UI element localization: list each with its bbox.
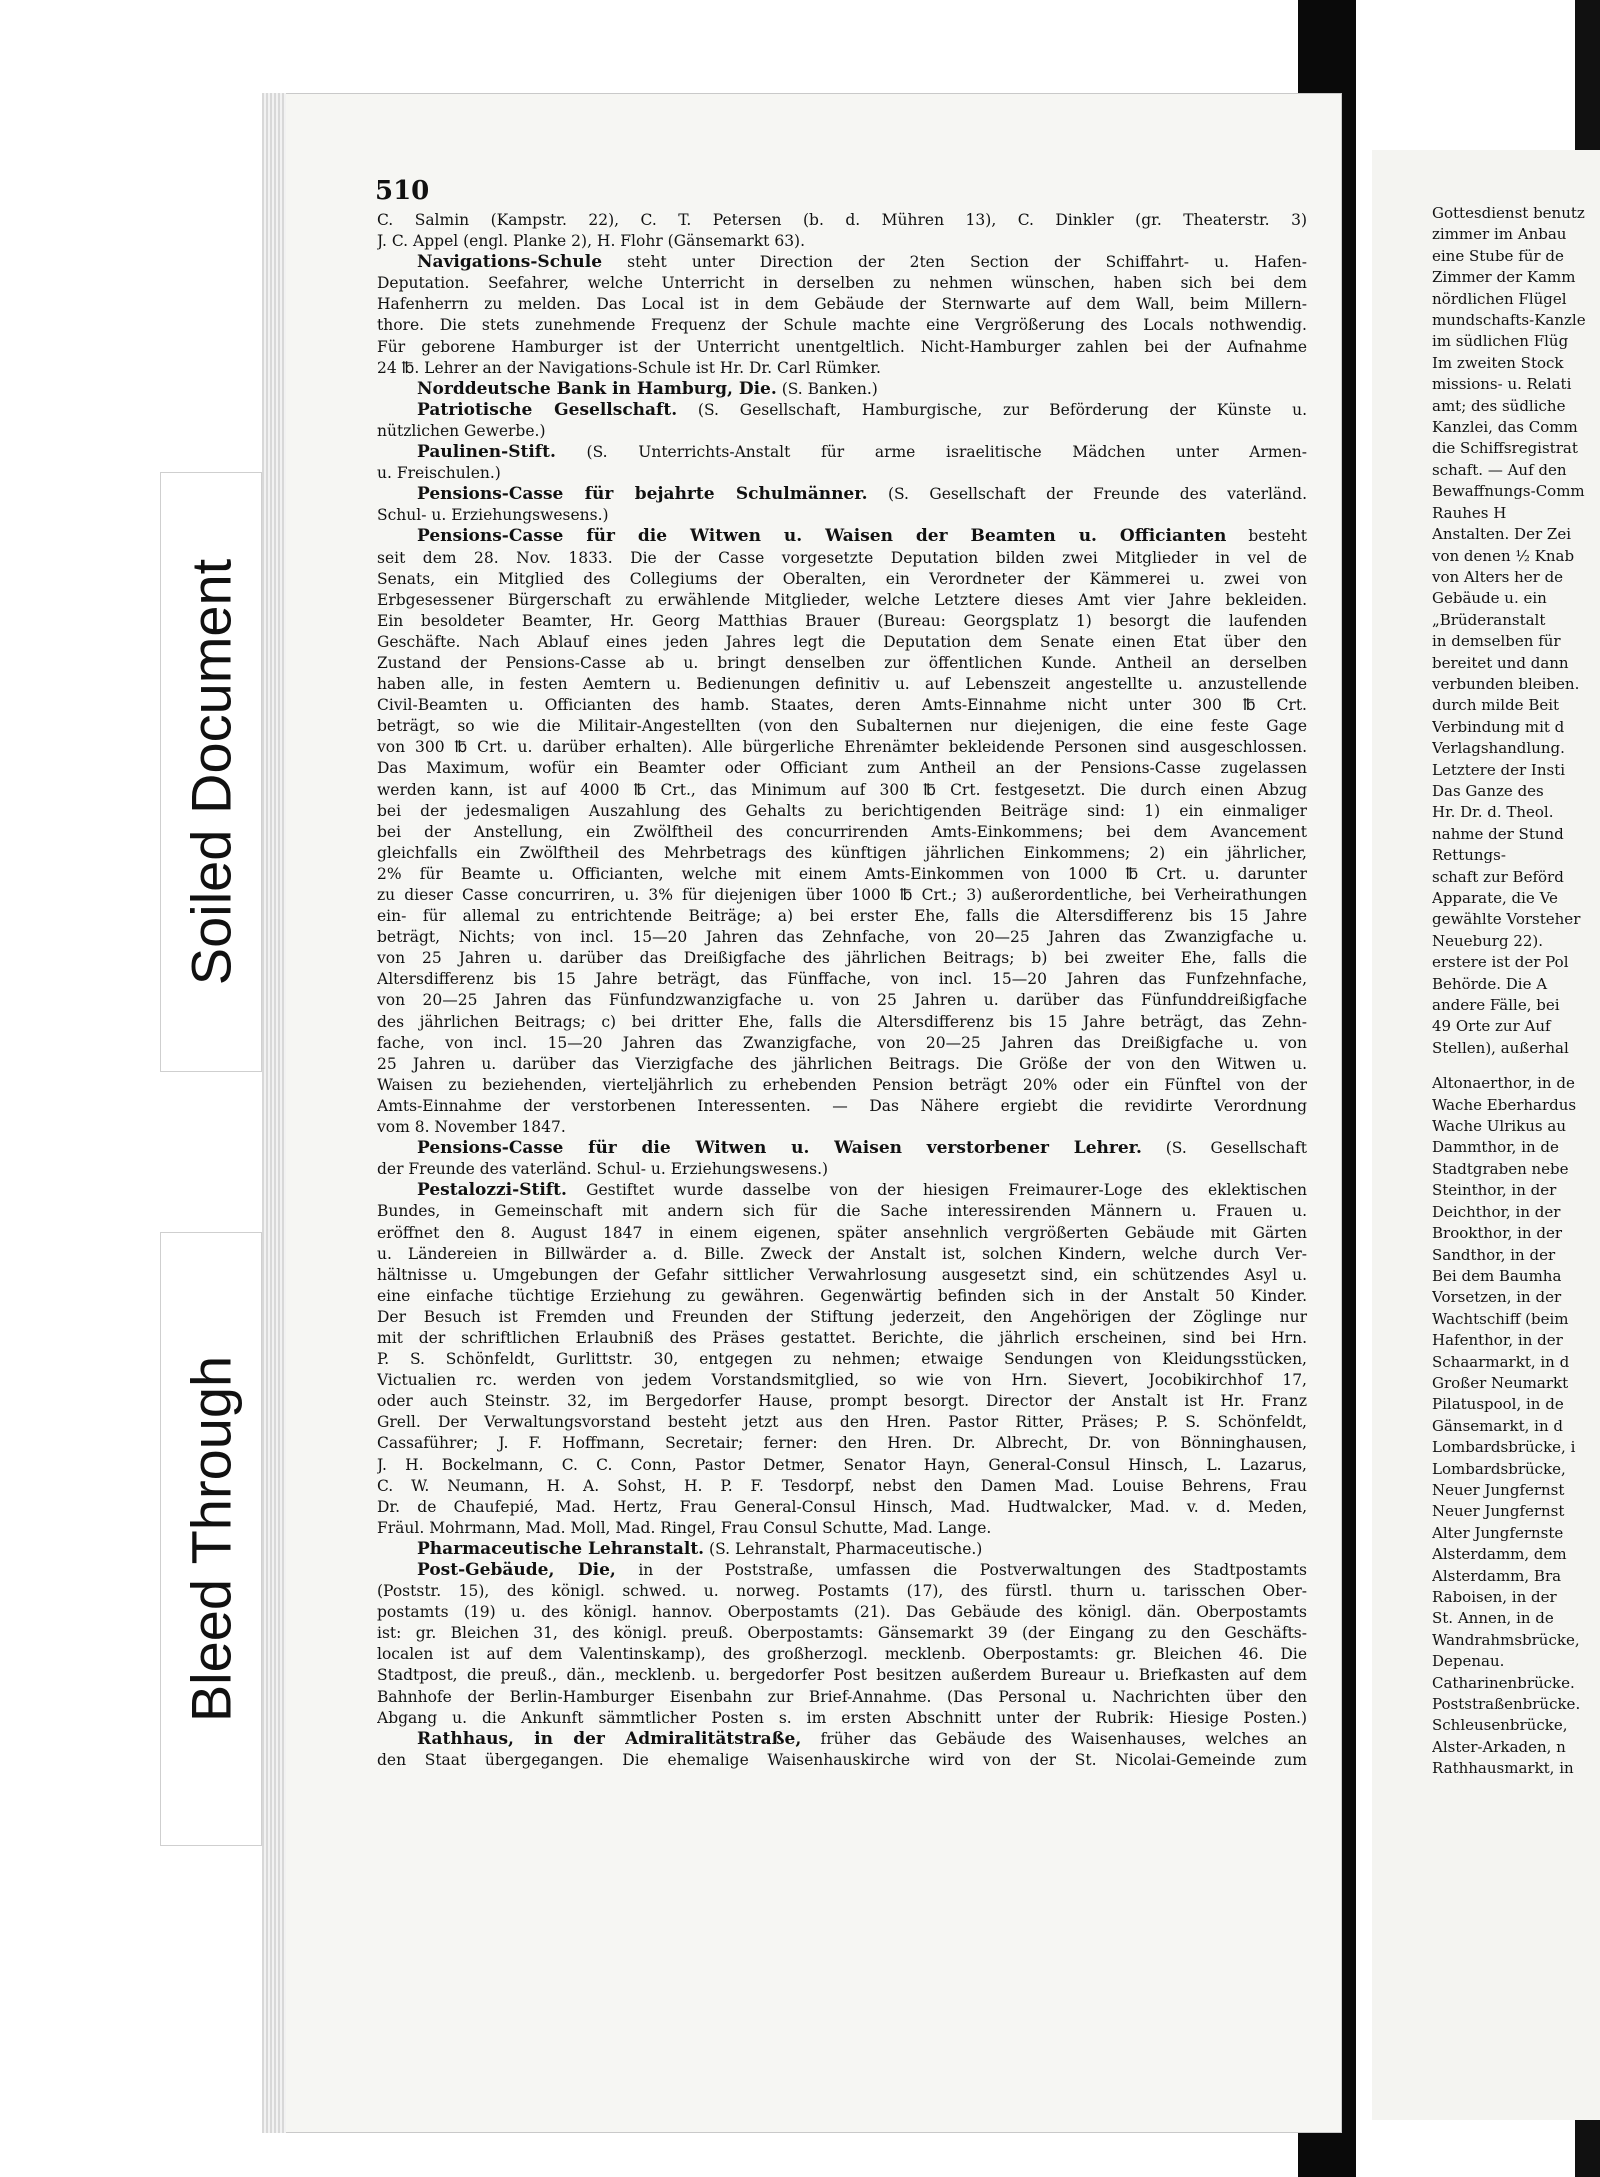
text-line: den Staat übergegangen. Die ehemalige Waisenhauskirche wird von der St. Nicolai-Gemeinde zum (377, 1750, 1307, 1769)
text-line: J. H. Bockelmann, C. C. Conn, Pastor Detmer, Senator Hayn, General-Consul Hinsch, L. Lazarus, (377, 1455, 1307, 1474)
text-line: eröffnet den 8. August 1847 in einem eigenen, später ansehnlich vergrößerten Gebäude mit Gärten (377, 1223, 1307, 1242)
text-line: C. W. Neumann, H. A. Sohst, H. P. F. Tesdorpf, nebst den Damen Mad. Louise Behrens, Frau (377, 1476, 1307, 1495)
right-text-line: Im zweiten Stock (1432, 353, 1564, 372)
right-text-line: Hr. Dr. d. Theol. (1432, 803, 1554, 822)
right-text-line: Das Ganze des (1432, 781, 1544, 800)
paragraph-gap (1432, 1059, 1600, 1073)
right-text-line: in demselben für (1432, 632, 1561, 651)
right-text-line: Wachtschiff (beim (1432, 1309, 1569, 1328)
text-line: Das Maximum, wofür ein Beamter oder Officiant zum Antheil an der Pensions-Casse zugelassen (377, 759, 1307, 778)
right-text-line: Verbindung mit d (1432, 717, 1565, 736)
entry-heading: Pharmaceutische Lehranstalt. (417, 1538, 705, 1559)
text-line: seit dem 28. Nov. 1833. Die der Casse vorgesetzte Deputation bilden zwei Mitglieder in vel de (377, 548, 1307, 567)
right-text-line: schaft. — Auf den (1432, 460, 1567, 479)
right-text-line: von Alters her de (1432, 567, 1564, 586)
text-line: Stadtpost, die preuß., dän., mecklenb. u. bergedorfer Post besitzen außerdem Bureaur u. Briefkasten auf dem (377, 1666, 1307, 1685)
right-text-line: schaft zur Beförd (1432, 867, 1564, 886)
text-line: Der Besuch ist Fremden und Freunden der Stiftung jederzeit, den Angehörigen der Zöglinge nur (377, 1307, 1307, 1326)
text-line: P. S. Schönfeldt, Gurlittstr. 30, entgegen zu nehmen; etwaige Sendungen von Kleidungsstücken, (377, 1350, 1307, 1369)
text-line: u. Freischulen.) (377, 464, 501, 483)
text-line: Grell. Der Verwaltungsvorstand besteht jetzt aus den Hren. Pastor Ritter, Präses; P. S. Schönfeldt, (377, 1413, 1307, 1432)
entry-heading: Pestalozzi-Stift. (417, 1180, 567, 1201)
right-text-line: missions- u. Relati (1432, 375, 1572, 394)
text-line: Hafenherrn zu melden. Das Local ist in dem Gebäude der Sternwarte auf dem Wall, beim Millern- (377, 295, 1307, 314)
right-text-line: Hafenthor, in der (1432, 1331, 1563, 1350)
text-line: haben alle, in festen Aemtern u. Bedienungen definitiv u. auf Lebenszeit angestellte u. anzustellende (377, 675, 1307, 694)
right-text-line: Apparate, die Ve (1432, 889, 1558, 907)
text-line: Bundes, in Gemeinschaft mit andern sich für die Sache interessirenden Männern u. Frauen u. (377, 1202, 1307, 1221)
text-line: Waisen zu beziehenden, vierteljährlich zu erhebenden Pension beträgt 20% oder ein Fünftel von der (377, 1075, 1307, 1094)
text-line: Post-Gebäude, Die, in der Poststraße, umfassen die Postverwaltungen des Stadtpostamts (417, 1560, 1307, 1580)
right-text-line: Bei dem Baumha (1432, 1266, 1562, 1285)
text-line: Pensions-Casse für die Witwen u. Waisen verstorbener Lehrer. (S. Gesellschaft (417, 1138, 1307, 1159)
text-line: J. C. Appel (engl. Planke 2), H. Flohr (Gänsemarkt 63). (377, 232, 806, 251)
right-text-line: Raboisen, in der (1432, 1588, 1557, 1606)
text-line: Pensions-Casse für bejahrte Schulmänner. (S. Gesellschaft der Freunde des vaterländ. (417, 484, 1307, 505)
text-line: von 300 ℔ Crt. u. darüber erhalten). Alle bürgerliche Ehrenämter bekleidende Personen sind ausgeschlossen. (377, 738, 1307, 757)
text-line: Pensions-Casse für die Witwen u. Waisen der Beamten u. Officianten besteht (417, 526, 1307, 547)
right-text-line: Alster-Arkaden, n (1432, 1737, 1566, 1756)
right-text-line: erstere ist der Pol (1432, 953, 1569, 972)
right-text-line: Alsterdamm, dem (1432, 1545, 1567, 1564)
right-text-line: Brookthor, in der (1432, 1224, 1562, 1243)
right-text-line: Gebäude u. ein (1432, 589, 1547, 608)
right-text-line: zimmer im Anbau (1432, 225, 1567, 244)
text-line: Civil-Beamten u. Officianten des hamb. Staates, deren Amts-Einnahme nicht unter 300 ℔ Crt. (377, 696, 1307, 715)
right-text-line: Dammthor, in de (1432, 1138, 1559, 1157)
right-text-line: Lombardsbrücke, (1432, 1459, 1566, 1478)
text-line: 24 ℔. Lehrer an der Navigations-Schule ist Hr. Dr. Carl Rümker. (377, 358, 881, 377)
right-text-line: bereitet und dann (1432, 653, 1569, 672)
right-text-line: eine Stube für de (1432, 246, 1564, 265)
label-soiled-document (160, 472, 262, 1072)
text-line: Paulinen-Stift. (S. Unterrichts-Anstalt für arme israelitische Mädchen unter Armen- (417, 442, 1307, 463)
right-text-line: Rathhausmarkt, in (1432, 1759, 1574, 1778)
text-line: nützlichen Gewerbe.) (377, 421, 546, 440)
right-text-line: Anstalten. Der Zei (1432, 525, 1571, 544)
right-text-line: Alsterdamm, Bra (1432, 1566, 1562, 1585)
text-line: Zustand der Pensions-Casse ab u. bringt denselben zur öffentlichen Kunde. Antheil an derselben (377, 653, 1307, 672)
right-text-line: Altonaerthor, in de (1432, 1074, 1575, 1093)
text-line: von 25 Jahren u. darüber das Dreißigfache des jährlichen Beitrags; b) bei zweiter Ehe, falls die (377, 949, 1307, 968)
text-line: Patriotische Gesellschaft. (S. Gesellschaft, Hamburgische, zur Beförderung der Künste u. (417, 399, 1307, 420)
text-line: ist: gr. Bleichen 31, des königl. preuß. Oberpostamts: Gänsemarkt 39 (der Eingang zu den Geschäfts- (377, 1624, 1307, 1643)
text-line: Cassaführer; J. F. Hoffmann, Secretair; ferner: den Hren. Dr. Albrecht, Dr. von Bönninghausen, (377, 1434, 1307, 1453)
right-text-line: Vorsetzen, in der (1432, 1288, 1562, 1307)
text-line: ein- für allemal zu entrichtende Beiträge; a) bei erster Ehe, falls die Altersdifferenz bis 15 Jahre (377, 907, 1307, 926)
right-text-line: Gottesdienst benutz (1432, 204, 1585, 222)
text-line: mit der schriftlichen Erlaubniß des Präses gestattet. Berichte, die jährlich erscheinen, sind bei Hrn. (377, 1328, 1307, 1347)
right-text-line: Lombardsbrücke, i (1432, 1438, 1576, 1457)
right-text-line: Stadtgraben nebe (1432, 1159, 1569, 1178)
right-text-line: 49 Orte zur Auf (1432, 1017, 1551, 1036)
right-text-line: Deichthor, in der (1432, 1202, 1561, 1221)
text-line: u. Ländereien in Billwärder a. d. Bille. Zweck der Anstalt ist, solchen Kindern, welche durch Ver- (377, 1244, 1307, 1263)
text-line: eine einfache tüchtige Erziehung zu gewähren. Gegenwärtig befinden sich in der Anstalt 50 Kinder. (377, 1286, 1307, 1305)
right-text-line: nahme der Stund (1432, 824, 1564, 843)
right-text-line: Alter Jungfernste (1432, 1523, 1564, 1542)
text-line: zu dieser Casse concurriren, u. 3% für diejenigen über 1000 ℔ Crt.; 3) außerordentliche, bei Verheirathungen (377, 886, 1307, 904)
right-text-column (1432, 203, 1600, 1780)
text-line: Ein besoldeter Beamter, Hr. Georg Matthias Brauer (Bureau: Georgsplatz 1) besorgt die laufenden (377, 611, 1307, 630)
right-text-line: Poststraßenbrücke. (1432, 1695, 1581, 1714)
right-text-line: Großer Neumarkt (1432, 1373, 1569, 1392)
text-line: Schul- u. Erziehungswesens.) (377, 506, 609, 525)
text-line: vom 8. November 1847. (377, 1118, 566, 1137)
right-text-line: Schleusenbrücke, (1432, 1716, 1568, 1735)
right-text-line: Schaarmarkt, in d (1432, 1352, 1570, 1371)
text-line: Victualien rc. werden von jedem Vorstandsmitglied, so wie von Hrn. Sievert, Jocobikirchhof 17, (377, 1371, 1307, 1390)
right-text-line: St. Annen, in de (1432, 1609, 1554, 1628)
text-line: der Freunde des vaterländ. Schul- u. Erziehungswesens.) (377, 1160, 829, 1179)
text-line: werden kann, ist auf 4000 ℔ Crt., das Minimum auf 300 ℔ Crt. festgesetzt. Die durch einen Abzug (377, 780, 1307, 799)
text-line: Pharmaceutische Lehranstalt. (S. Lehranstalt, Pharmaceutische.) (417, 1538, 983, 1559)
text-line: Amts-Einnahme der verstorbenen Interessenten. — Das Nähere ergiebt die revidirte Verordnung (377, 1096, 1307, 1115)
entry-heading: Norddeutsche Bank in Hamburg, Die. (417, 378, 777, 399)
right-text-line: gewählte Vorsteher (1432, 910, 1581, 929)
main-text-column (377, 210, 1307, 1771)
right-text-line: Bewaffnungs-Comm (1432, 482, 1585, 501)
entry-heading: Rathhaus, in der Admiralitätstraße, (417, 1728, 802, 1749)
right-text-line: Stellen), außerhal (1432, 1038, 1569, 1057)
entry-heading: Pensions-Casse für die Witwen u. Waisen verstorbener Lehrer. (417, 1138, 1142, 1159)
right-text-line: andere Fälle, bei (1432, 996, 1560, 1015)
text-line: Senats, ein Mitglied des Collegiums der Oberalten, ein Verordneter der Kämmerei u. zwei von (377, 569, 1307, 588)
right-text-line: im südlichen Flüg (1432, 332, 1569, 351)
text-line: des jährlichen Beitrags; c) bei dritter Ehe, falls die Altersdifferenz bis 15 Jahre beträgt, das Zehn- (377, 1012, 1307, 1031)
right-text-line: Behörde. Die A (1432, 974, 1548, 993)
right-text-line: Verlagshandlung. (1432, 739, 1565, 758)
right-text-line: Rauhes H (1432, 503, 1507, 522)
label-soiled-text: Soiled Document (179, 558, 243, 986)
text-line: Pestalozzi-Stift. Gestiftet wurde dasselbe von der hiesigen Freimaurer-Loge des eklektischen (417, 1180, 1307, 1201)
text-line: Bahnhofe der Berlin-Hamburger Eisenbahn zur Brief-Annahme. (Das Personal u. Nachrichten über den (377, 1687, 1307, 1706)
right-text-line: Rettungs- (1432, 846, 1506, 865)
right-text-line: die Schiffsregistrat (1432, 439, 1578, 458)
text-line: oder auch Steinstr. 32, im Bergedorfer Hause, prompt besorgt. Director der Anstalt ist Hr. Franz (377, 1392, 1307, 1411)
text-line: Navigations-Schule steht unter Direction der 2ten Section der Schiffahrt- u. Hafen- (417, 252, 1307, 273)
text-line: beträgt, so wie die Militair-Angestellten (von den Subalternen nur diejenigen, die eine feste Gage (377, 717, 1307, 736)
text-line: Norddeutsche Bank in Hamburg, Die. (S. Banken.) (417, 378, 878, 399)
text-line: bei der Anstellung, ein Zwölftheil des concurrirenden Amts-Einkommens; bei dem Avancement (377, 822, 1307, 841)
right-text-line: von denen ½ Knab (1432, 546, 1575, 565)
page-number: 510 (375, 176, 430, 206)
text-line: Abgang u. die Ankunft sämmtlicher Posten s. im ersten Abschnitt unter der Rubrik: Hiesige Posten.) (377, 1708, 1307, 1727)
text-line: 25 Jahren u. darüber das Vierzigfache des jährlichen Beitrags. Die Größe der von den Witwen u. (377, 1054, 1307, 1073)
right-text-line: Steinthor, in der (1432, 1181, 1557, 1200)
text-line: gleichfalls ein Zwölftheil des Mehrbetrags des künftigen jährlichen Einkommens; 2) ein jährlicher, (377, 843, 1307, 862)
text-line: Fräul. Mohrmann, Mad. Moll, Mad. Ringel, Frau Consul Schutte, Mad. Lange. (377, 1518, 992, 1537)
text-line: (Poststr. 15), des königl. schwed. u. norweg. Postamts (17), des fürstl. thurn u. tarisschen Ober- (377, 1582, 1307, 1601)
text-line: Geschäfte. Nach Ablauf eines jeden Jahres legt die Deputation dem Senate einen Etat über den (377, 632, 1307, 651)
text-line: Dr. de Chaufepié, Mad. Hertz, Frau General-Consul Hinsch, Mad. Hudtwalcker, Mad. v. d. Meden, (377, 1497, 1307, 1516)
right-text-line: Pilatuspool, in de (1432, 1395, 1564, 1414)
text-line: beträgt, Nichts; von incl. 15—20 Jahren das Zehnfache, von 20—25 Jahren das Zwanzigfache u. (377, 928, 1307, 947)
right-text-line: verbunden bleiben. (1432, 674, 1580, 693)
right-text-line: Sandthor, in der (1432, 1245, 1556, 1264)
label-bleed-through (160, 1232, 262, 1846)
right-text-line: nördlichen Flügel (1432, 289, 1567, 308)
text-line: Erbgesessener Bürgerschaft zu erwählende Mitglieder, welche Letztere dieses Amt vier Jahre bekleiden. (377, 590, 1307, 609)
text-line: Rathhaus, in der Admiralitätstraße, früher das Gebäude des Waisenhauses, welches an (417, 1728, 1307, 1749)
right-text-line: Gänsemarkt, in d (1432, 1416, 1563, 1435)
entry-heading: Post-Gebäude, Die, (417, 1560, 616, 1580)
label-bleed-text: Bleed Through (179, 1355, 243, 1723)
right-text-line: durch milde Beit (1432, 696, 1560, 715)
right-text-line: Neuer Jungfernst (1432, 1480, 1565, 1499)
right-text-line: Wandrahmsbrücke, (1432, 1630, 1580, 1649)
text-line: fache, von incl. 15—20 Jahren das Zwanzigfache, von 20—25 Jahren das Dreißigfache u. von (377, 1033, 1307, 1052)
text-line: C. Salmin (Kampstr. 22), C. T. Petersen (b. d. Mühren 13), C. Dinkler (gr. Theaterstr. 3) (377, 211, 1307, 229)
right-text-line: Wache Ulrikus au (1432, 1117, 1566, 1136)
text-line: Altersdifferenz bis 15 Jahre beträgt, das Fünffache, von incl. 15—20 Jahren das Funfzehnfache, (377, 970, 1307, 989)
right-text-line: Kanzlei, das Comm (1432, 418, 1578, 437)
text-line: hältnisse u. Umgebungen der Gefahr sittlicher Verwahrlosung ausgesetzt sind, ein schützendes Asyl u. (377, 1265, 1307, 1284)
text-line: Für geborene Hamburger ist der Unterricht unentgeltlich. Nicht-Hamburger zahlen bei der Aufnahme (377, 337, 1307, 356)
right-text-line: mundschafts-Kanzle (1432, 311, 1586, 330)
text-line: 2% für Beamte u. Officianten, welche mit einem Amts-Einkommen von 1000 ℔ Crt. u. darunter (377, 864, 1307, 883)
entry-heading: Pensions-Casse für bejahrte Schulmänner. (417, 484, 868, 505)
right-text-line: Catharinenbrücke. (1432, 1673, 1575, 1692)
right-text-line: Neueburg 22). (1432, 931, 1544, 950)
right-text-line: Zimmer der Kamm (1432, 268, 1576, 287)
entry-heading: Patriotische Gesellschaft. (417, 399, 678, 420)
text-line: thore. Die stets zunehmende Frequenz der Schule machte eine Vergrößerung des Locals nothwendig. (377, 316, 1307, 335)
page-stack-edge (262, 93, 286, 2133)
right-text-line: amt; des südliche (1432, 396, 1566, 415)
text-line: bei der jedesmaligen Auszahlung des Gehalts zu berichtigenden Beiträge sind: 1) ein einmaliger (377, 801, 1307, 820)
text-line: postamts (19) u. des königl. hannov. Oberpostamts (21). Das Gebäude des königl. dän. Oberpostamts (377, 1603, 1307, 1622)
entry-heading: Navigations-Schule (417, 252, 603, 273)
right-text-line: Depenau. (1432, 1652, 1505, 1671)
right-text-line: Letztere der Insti (1432, 760, 1566, 779)
right-text-line: Wache Eberhardus (1432, 1095, 1577, 1114)
right-text-line: Neuer Jungfernst (1432, 1502, 1565, 1521)
entry-heading: Paulinen-Stift. (417, 442, 556, 463)
text-line: Deputation. Seefahrer, welche Unterricht in derselben zu nehmen wünschen, haben sich bei dem (377, 274, 1307, 293)
right-text-line: „Brüderanstalt (1432, 610, 1546, 629)
text-line: von 20—25 Jahren das Fünfundzwanzigfache u. von 25 Jahren u. darüber das Fünfunddreißigfache (377, 991, 1307, 1010)
text-line: localen ist auf dem Valentinskamp), des großherzogl. mecklenb. Oberpostamts: gr. Bleichen 46. Die (377, 1645, 1307, 1664)
entry-heading: Pensions-Casse für die Witwen u. Waisen der Beamten u. Officianten (417, 526, 1227, 547)
